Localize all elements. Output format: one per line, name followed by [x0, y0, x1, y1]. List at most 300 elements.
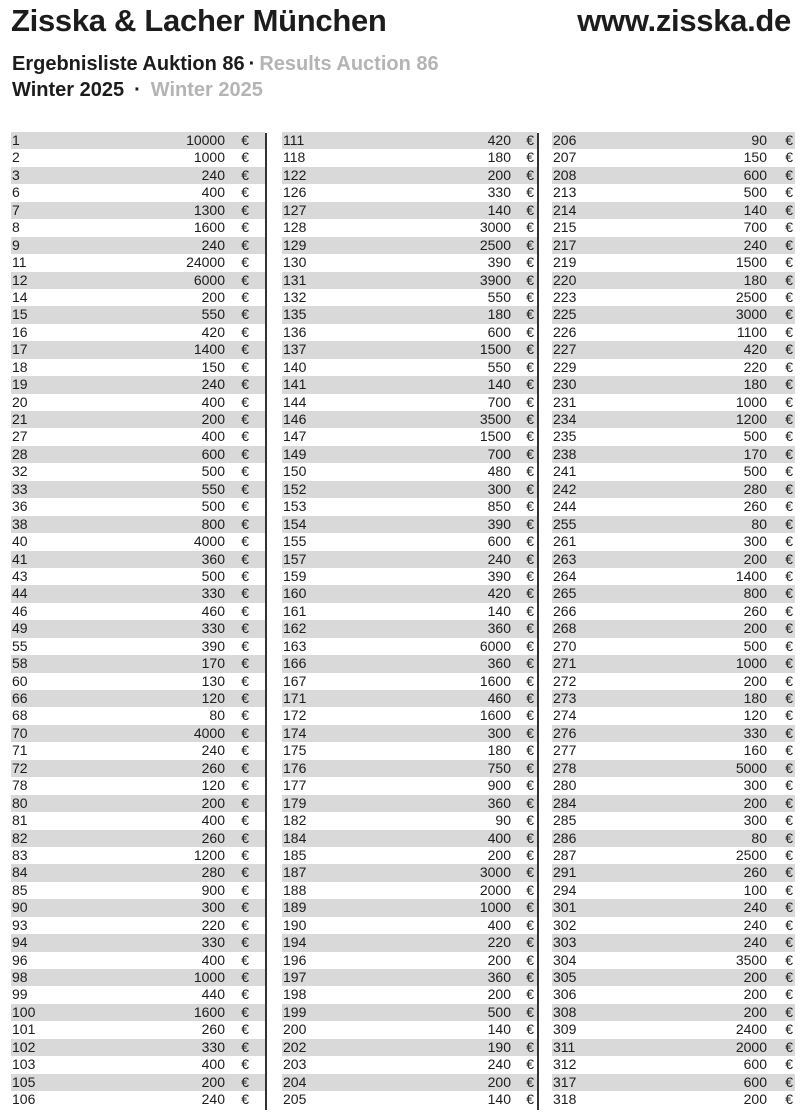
hammer-price: 330: [201, 1038, 225, 1055]
hammer-price: 300: [743, 777, 767, 794]
lot-number: 71: [12, 742, 28, 759]
hammer-price: 240: [743, 899, 767, 916]
lot-number: 261: [553, 533, 577, 550]
result-row: [282, 446, 537, 463]
lot-number: 105: [12, 1073, 36, 1090]
result-row: [552, 498, 795, 515]
hammer-price: 1600: [193, 1003, 225, 1020]
lot-number: 264: [553, 567, 577, 584]
result-row: [11, 742, 265, 759]
hammer-price: 200: [743, 1003, 767, 1020]
hammer-price: 850: [487, 498, 511, 515]
euro-sign: €: [241, 951, 249, 968]
euro-sign: €: [785, 1056, 793, 1073]
lot-number: 280: [553, 777, 577, 794]
euro-sign: €: [785, 759, 793, 776]
lot-number: 27: [12, 428, 28, 445]
result-row: [282, 237, 537, 254]
result-row: [552, 986, 795, 1003]
result-row: [11, 1091, 265, 1108]
hammer-price: 400: [201, 951, 225, 968]
result-row: [282, 533, 537, 550]
euro-sign: €: [241, 829, 249, 846]
lot-number: 160: [283, 585, 307, 602]
lot-number: 154: [283, 515, 307, 532]
euro-sign: €: [526, 829, 534, 846]
lot-number: 157: [283, 550, 307, 567]
hammer-price: 360: [487, 969, 511, 985]
result-row: [11, 359, 265, 376]
hammer-price: 140: [487, 602, 511, 619]
euro-sign: €: [785, 254, 793, 271]
hammer-price: 5000: [735, 759, 767, 776]
lot-number: 38: [12, 515, 28, 532]
result-row: [11, 812, 265, 829]
lot-number: 214: [553, 201, 577, 218]
result-row: [282, 1056, 537, 1073]
lot-number: 278: [553, 759, 577, 776]
euro-sign: €: [526, 899, 534, 916]
lot-number: 3: [12, 166, 20, 183]
hammer-price: 300: [743, 812, 767, 829]
result-row: [552, 376, 795, 393]
result-row: [11, 1074, 265, 1091]
result-row: [552, 707, 795, 724]
results-column-3: [552, 132, 795, 1109]
lot-number: 17: [12, 341, 28, 358]
lot-number: 82: [12, 829, 28, 846]
lot-number: 185: [283, 846, 307, 863]
result-row: [282, 812, 537, 829]
hammer-price: 360: [201, 550, 225, 567]
lot-number: 318: [553, 1091, 577, 1108]
result-row: [11, 899, 265, 916]
result-row: [552, 237, 795, 254]
euro-sign: €: [785, 184, 793, 201]
lot-number: 70: [12, 724, 28, 741]
result-row: [282, 1004, 537, 1021]
lot-number: 78: [12, 777, 28, 794]
result-row: [282, 516, 537, 533]
euro-sign: €: [526, 550, 534, 567]
result-row: [282, 690, 537, 707]
lot-number: 304: [553, 951, 577, 968]
lot-number: 137: [283, 341, 307, 358]
column-divider: [265, 133, 267, 1110]
result-row: [552, 882, 795, 899]
result-row: [11, 986, 265, 1003]
euro-sign: €: [241, 690, 249, 706]
result-row: [552, 655, 795, 672]
hammer-price: 240: [201, 1091, 225, 1108]
lot-number: 141: [283, 376, 307, 393]
euro-sign: €: [785, 899, 793, 916]
result-row: [552, 411, 795, 428]
euro-sign: €: [785, 271, 793, 288]
hammer-price: 420: [743, 341, 767, 358]
hammer-price: 1400: [735, 567, 767, 584]
hammer-price: 360: [487, 655, 511, 672]
hammer-price: 260: [201, 759, 225, 776]
result-row: [282, 986, 537, 1003]
lot-number: 234: [553, 411, 577, 427]
lot-number: 305: [553, 969, 577, 985]
lot-number: 207: [553, 149, 577, 166]
hammer-price: 600: [743, 1073, 767, 1090]
euro-sign: €: [241, 201, 249, 218]
euro-sign: €: [526, 655, 534, 672]
title-english: Results Auction 86: [259, 53, 439, 75]
euro-sign: €: [785, 306, 793, 323]
euro-sign: €: [526, 1038, 534, 1055]
hammer-price: 200: [743, 986, 767, 1003]
euro-sign: €: [526, 742, 534, 759]
result-row: [552, 777, 795, 794]
result-row: [282, 149, 537, 166]
hammer-price: 200: [743, 969, 767, 985]
result-row: [282, 952, 537, 969]
euro-sign: €: [526, 777, 534, 794]
euro-sign: €: [526, 672, 534, 689]
hammer-price: 80: [751, 515, 767, 532]
website-link[interactable]: www.zisska.de: [577, 3, 791, 38]
result-row: [11, 864, 265, 881]
euro-sign: €: [526, 1056, 534, 1073]
euro-sign: €: [526, 951, 534, 968]
lot-number: 306: [553, 986, 577, 1003]
euro-sign: €: [241, 376, 249, 393]
hammer-price: 200: [487, 846, 511, 863]
hammer-price: 190: [487, 1038, 511, 1055]
hammer-price: 1500: [735, 254, 767, 271]
euro-sign: €: [785, 288, 793, 305]
result-row: [282, 132, 537, 149]
result-row: [282, 1021, 537, 1038]
hammer-price: 4000: [193, 724, 225, 741]
euro-sign: €: [526, 480, 534, 497]
hammer-price: 3500: [735, 951, 767, 968]
result-row: [552, 428, 795, 445]
hammer-price: 500: [201, 567, 225, 584]
hammer-price: 4000: [193, 533, 225, 550]
euro-sign: €: [241, 794, 249, 811]
hammer-price: 300: [743, 533, 767, 550]
result-row: [11, 254, 265, 271]
euro-sign: €: [785, 742, 793, 759]
result-row: [552, 551, 795, 568]
lot-number: 174: [283, 724, 307, 741]
result-row: [11, 184, 265, 201]
euro-sign: €: [785, 376, 793, 393]
lot-number: 66: [12, 690, 28, 706]
euro-sign: €: [526, 602, 534, 619]
hammer-price: 260: [743, 498, 767, 515]
euro-sign: €: [241, 1021, 249, 1038]
result-row: [552, 812, 795, 829]
lot-number: 11: [12, 254, 27, 271]
lot-number: 196: [283, 951, 307, 968]
euro-sign: €: [785, 934, 793, 951]
euro-sign: €: [241, 742, 249, 759]
hammer-price: 800: [201, 515, 225, 532]
result-row: [11, 830, 265, 847]
hammer-price: 3000: [479, 219, 511, 236]
hammer-price: 550: [487, 358, 511, 375]
result-row: [11, 673, 265, 690]
result-row: [282, 324, 537, 341]
lot-number: 312: [553, 1056, 577, 1073]
result-row: [552, 289, 795, 306]
euro-sign: €: [241, 934, 249, 951]
lot-number: 227: [553, 341, 577, 358]
euro-sign: €: [785, 411, 793, 427]
lot-number: 128: [283, 219, 307, 236]
lot-number: 80: [12, 794, 28, 811]
result-row: [11, 376, 265, 393]
euro-sign: €: [785, 463, 793, 480]
euro-sign: €: [785, 777, 793, 794]
hammer-price: 500: [743, 428, 767, 445]
hammer-price: 750: [487, 759, 511, 776]
hammer-price: 240: [201, 742, 225, 759]
hammer-price: 400: [487, 916, 511, 933]
lot-number: 144: [283, 393, 307, 410]
hammer-price: 2000: [479, 881, 511, 898]
result-row: [11, 306, 265, 323]
result-row: [11, 428, 265, 445]
hammer-price: 160: [743, 742, 767, 759]
result-row: [11, 167, 265, 184]
result-row: [552, 864, 795, 881]
result-row: [552, 306, 795, 323]
hammer-price: 90: [751, 132, 767, 148]
hammer-price: 480: [487, 463, 511, 480]
euro-sign: €: [785, 166, 793, 183]
euro-sign: €: [785, 585, 793, 602]
lot-number: 242: [553, 480, 577, 497]
hammer-price: 200: [487, 166, 511, 183]
hammer-price: 390: [487, 567, 511, 584]
result-row: [552, 167, 795, 184]
hammer-price: 1100: [736, 323, 767, 340]
euro-sign: €: [785, 480, 793, 497]
result-row: [11, 289, 265, 306]
hammer-price: 500: [743, 463, 767, 480]
euro-sign: €: [241, 254, 249, 271]
hammer-price: 200: [743, 794, 767, 811]
euro-sign: €: [241, 271, 249, 288]
lot-number: 163: [283, 637, 307, 654]
euro-sign: €: [526, 236, 534, 253]
lot-number: 40: [12, 533, 28, 550]
result-row: [11, 620, 265, 637]
euro-sign: €: [241, 219, 249, 236]
lot-number: 150: [283, 463, 307, 480]
hammer-price: 1000: [193, 149, 225, 166]
lot-number: 43: [12, 567, 28, 584]
result-row: [282, 795, 537, 812]
hammer-price: 200: [201, 288, 225, 305]
hammer-price: 420: [487, 132, 511, 148]
euro-sign: €: [785, 986, 793, 1003]
season-english: Winter 2025: [150, 79, 263, 101]
euro-sign: €: [241, 969, 249, 985]
hammer-price: 300: [201, 899, 225, 916]
results-column-2: [282, 132, 537, 1109]
result-row: [282, 969, 537, 986]
result-row: [552, 516, 795, 533]
lot-number: 244: [553, 498, 577, 515]
result-row: [282, 551, 537, 568]
result-row: [282, 481, 537, 498]
lot-number: 130: [283, 254, 307, 271]
euro-sign: €: [785, 1038, 793, 1055]
lot-number: 135: [283, 306, 307, 323]
hammer-price: 330: [201, 934, 225, 951]
euro-sign: €: [241, 899, 249, 916]
result-row: [282, 777, 537, 794]
lot-number: 301: [553, 899, 577, 916]
result-row: [11, 394, 265, 411]
hammer-price: 80: [751, 829, 767, 846]
euro-sign: €: [241, 288, 249, 305]
lot-number: 12: [12, 271, 28, 288]
result-row: [552, 272, 795, 289]
lot-number: 311: [553, 1038, 576, 1055]
euro-sign: €: [241, 567, 249, 584]
hammer-price: 220: [201, 916, 225, 933]
lot-number: 146: [283, 411, 307, 427]
result-row: [11, 551, 265, 568]
euro-sign: €: [526, 201, 534, 218]
hammer-price: 400: [201, 428, 225, 445]
results-column-1: [11, 132, 265, 1109]
euro-sign: €: [241, 812, 249, 829]
lot-number: 184: [283, 829, 307, 846]
result-row: [282, 568, 537, 585]
hammer-price: 120: [743, 707, 767, 724]
euro-sign: €: [785, 881, 793, 898]
result-row: [11, 707, 265, 724]
result-row: [11, 533, 265, 550]
hammer-price: 6000: [193, 271, 225, 288]
result-row: [552, 254, 795, 271]
euro-sign: €: [241, 515, 249, 532]
lot-number: 188: [283, 881, 307, 898]
lot-number: 161: [283, 602, 307, 619]
euro-sign: €: [785, 323, 793, 340]
hammer-price: 24000: [186, 254, 225, 271]
result-row: [282, 707, 537, 724]
result-row: [11, 272, 265, 289]
result-row: [552, 132, 795, 149]
lot-number: 98: [12, 969, 28, 985]
lot-number: 238: [553, 445, 577, 462]
hammer-price: 300: [487, 724, 511, 741]
euro-sign: €: [526, 428, 534, 445]
euro-sign: €: [526, 794, 534, 811]
result-row: [11, 655, 265, 672]
hammer-price: 500: [743, 637, 767, 654]
result-row: [11, 219, 265, 236]
hammer-price: 140: [743, 201, 767, 218]
lot-number: 81: [12, 812, 28, 829]
hammer-price: 220: [743, 358, 767, 375]
hammer-price: 150: [201, 358, 225, 375]
euro-sign: €: [785, 655, 793, 672]
hammer-price: 260: [743, 864, 767, 881]
hammer-price: 180: [487, 149, 511, 166]
result-row: [552, 934, 795, 951]
result-row: [11, 324, 265, 341]
result-row: [11, 132, 265, 149]
lot-number: 263: [553, 550, 577, 567]
hammer-price: 200: [487, 1073, 511, 1090]
hammer-price: 1500: [479, 428, 511, 445]
euro-sign: €: [785, 550, 793, 567]
euro-sign: €: [526, 812, 534, 829]
separator-dot: ·: [134, 79, 141, 101]
hammer-price: 1200: [193, 846, 225, 863]
lot-number: 175: [283, 742, 307, 759]
lot-number: 190: [283, 916, 307, 933]
result-row: [11, 917, 265, 934]
lot-number: 187: [283, 864, 307, 881]
hammer-price: 400: [487, 829, 511, 846]
euro-sign: €: [241, 777, 249, 794]
result-row: [282, 411, 537, 428]
hammer-price: 240: [201, 236, 225, 253]
hammer-price: 600: [743, 166, 767, 183]
lot-number: 9: [12, 236, 20, 253]
hammer-price: 200: [201, 411, 225, 427]
hammer-price: 400: [201, 812, 225, 829]
lot-number: 204: [283, 1073, 307, 1090]
euro-sign: €: [241, 393, 249, 410]
lot-number: 265: [553, 585, 577, 602]
hammer-price: 180: [743, 690, 767, 706]
euro-sign: €: [526, 707, 534, 724]
lot-number: 147: [283, 428, 307, 445]
result-row: [282, 394, 537, 411]
result-row: [552, 463, 795, 480]
result-row: [282, 847, 537, 864]
hammer-price: 600: [487, 323, 511, 340]
result-row: [282, 167, 537, 184]
hammer-price: 240: [201, 376, 225, 393]
euro-sign: €: [526, 445, 534, 462]
hammer-price: 2400: [735, 1021, 767, 1038]
euro-sign: €: [785, 393, 793, 410]
lot-number: 100: [12, 1003, 36, 1020]
result-row: [11, 585, 265, 602]
hammer-price: 200: [487, 951, 511, 968]
lot-number: 309: [553, 1021, 577, 1038]
euro-sign: €: [241, 463, 249, 480]
euro-sign: €: [785, 1003, 793, 1020]
hammer-price: 440: [201, 986, 225, 1003]
hammer-price: 130: [201, 672, 225, 689]
lot-number: 226: [553, 323, 577, 340]
euro-sign: €: [785, 794, 793, 811]
euro-sign: €: [526, 637, 534, 654]
result-row: [552, 742, 795, 759]
hammer-price: 100: [743, 881, 767, 898]
lot-number: 60: [12, 672, 28, 689]
hammer-price: 360: [487, 620, 511, 637]
euro-sign: €: [241, 672, 249, 689]
lot-number: 72: [12, 759, 28, 776]
